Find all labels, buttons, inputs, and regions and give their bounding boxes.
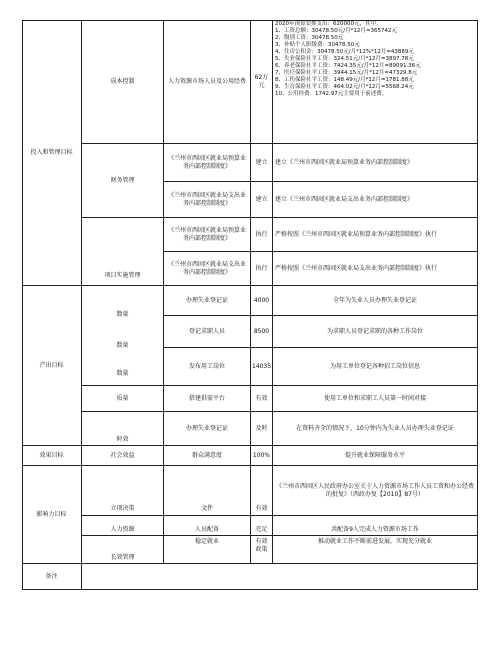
output-item-desc: 在资料齐全的情况下，10分钟内为失业人员办理失业登记证 (273, 412, 478, 446)
project-item-desc: 严格按照《兰州市西固区就业局预算业务内部控制制度》执行 (273, 218, 478, 252)
impact-value: 有效 (251, 466, 273, 516)
output-item-desc: 使用工单位和求职工人员第一时间对接 (273, 386, 478, 412)
cost-breakdown-note: 2020年预算安排支出：620000元，其中： 1、工资总额：30478.50元/月*12月=365742元 2、级别工资：30478.50元 3、补贴个人职级费：30478.50元 4、住房公积金：30478.50元/月*12%*12月=43889元 5、失业保险社平工资：324.51元/月*12月=3897.78元 6、养老保险社平工资：7424.35元/月*12月=89091.36元 7、医疗保险社平工资：3944.15元/月*12月=47329.8元 8、工伤保险社平工资：148.49元/月*12月=1781.88元 9、生育保险社平工资：464.02元/月*12月=5568.24元 10、公用经费：1742.97元主要用于前述费。 (273, 20, 478, 144)
effect-target-label: 效果目标 (22, 446, 82, 466)
remark-value (82, 564, 478, 590)
output-item-name: 办理失业登记证 (164, 412, 251, 446)
effect-indicator: 群众满意度 (164, 446, 251, 466)
quantity-category (82, 286, 164, 386)
finance-item-desc: 建立《兰州市西固区就业局支出业务内部控制制度》 (273, 182, 478, 218)
social-benefit-category: 社会效益 (82, 446, 164, 466)
finance-item-desc: 建立《兰州市西固区就业局预算业务内部控制制度》 (273, 144, 478, 182)
finance-management-category: 财务管理 (82, 144, 164, 218)
project-item-name: 《兰州市西固区就业局支出业务内部控制制度》 (164, 252, 251, 286)
cost-indicator: 人力资源市场人员及公用经费 (164, 20, 251, 144)
quantity-label: 数量 (116, 370, 129, 377)
performance-target-table (22, 20, 478, 590)
quality-category: 质量 (82, 386, 164, 412)
finance-item-name: 《兰州市西固区就业局预算业务内部控制制度》 (164, 144, 251, 182)
quantity-label: 数量 (116, 342, 129, 349)
input-management-target-label: 投入和管理目标 (22, 20, 82, 286)
impact-indicator: 稳定就业 (164, 536, 251, 564)
remark-label: 备注 (22, 564, 82, 590)
project-item-status: 执行 (251, 252, 273, 286)
project-item-name: 《兰州市西固区就业局预算业务内部控制制度》 (164, 218, 251, 252)
impact-target-label: 影响力目标 (22, 466, 82, 564)
output-item-desc: 全年为失业人员办理失业登记证 (273, 286, 478, 316)
output-item-value: 8500 (251, 316, 273, 348)
impact-indicator: 文件 (164, 466, 251, 516)
output-item-name: 搭建供需平台 (164, 386, 251, 412)
impact-category: 人力资源 (82, 516, 164, 536)
impact-category: 立项决策 (82, 466, 164, 516)
effect-value: 100% (251, 446, 273, 466)
cost-control-category: 成本控制 (82, 20, 164, 144)
quantity-label: 数量 (116, 311, 129, 318)
output-item-desc: 为求职人员登记求职的各种工作岗位 (273, 316, 478, 348)
project-management-category: 项目实施管理 (82, 218, 164, 286)
impact-desc: 共配备9人完成人力资源市场工作 (273, 516, 478, 536)
timeliness-category: 时效 (82, 412, 164, 446)
finance-item-status: 建立 (251, 182, 273, 218)
effect-desc: 提升就业保障服务水平 (273, 446, 478, 466)
impact-indicator: 人员配备 (164, 516, 251, 536)
cost-amount: 62万元 (251, 20, 273, 144)
output-item-value: 有效 (251, 386, 273, 412)
project-item-desc: 严格按照《兰州市西固区就业局支出业务内部控制制度》执行 (273, 252, 478, 286)
impact-category: 长效管理 (82, 536, 164, 564)
output-target-label: 产出目标 (22, 286, 82, 446)
finance-item-name: 《兰州市西固区就业局支出业务内部控制制度》 (164, 182, 251, 218)
output-item-name: 发布用工岗位 (164, 348, 251, 386)
output-item-name: 办理失业登记证 (164, 286, 251, 316)
impact-value: 充足 (251, 516, 273, 536)
finance-item-status: 建立 (251, 144, 273, 182)
impact-desc: 推动就业工作不断前进发展，实现充分就业 (273, 536, 478, 564)
output-item-value: 14035 (251, 348, 273, 386)
output-item-value: 4000 (251, 286, 273, 316)
impact-value: 有效政策 (251, 536, 273, 564)
impact-desc: 《兰州市西固区人民政府办公室关于人力资源市场工作人员工资和办公经费的批复》（西政办复【2010】87号） (273, 466, 478, 516)
project-item-status: 执行 (251, 218, 273, 252)
output-item-value: 及时 (251, 412, 273, 446)
output-item-desc: 为用工单位登记各种招工岗位信息 (273, 348, 478, 386)
output-item-name: 登记求职人员 (164, 316, 251, 348)
